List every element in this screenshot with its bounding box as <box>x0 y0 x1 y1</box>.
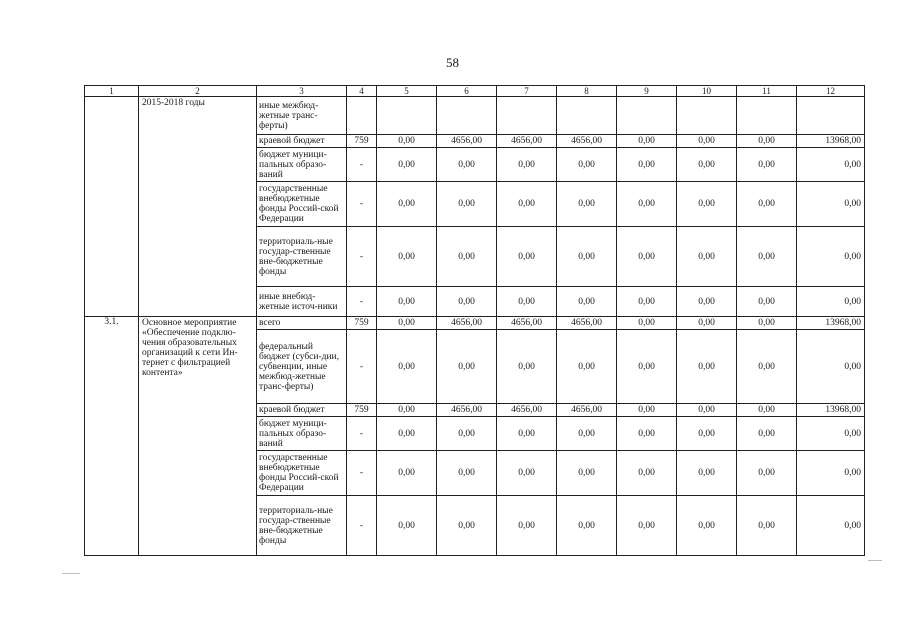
amount-cell: 0,00 <box>677 496 737 556</box>
amount-cell: 0,00 <box>377 404 437 417</box>
amount-cell: 0,00 <box>557 451 617 496</box>
event-number: 3.1. <box>85 317 139 556</box>
amount-cell: 0,00 <box>377 330 437 404</box>
amount-cell: 0,00 <box>497 451 557 496</box>
budget-code: - <box>347 227 377 287</box>
amount-cell <box>437 97 497 135</box>
column-number: 10 <box>677 86 737 97</box>
amount-cell: 4656,00 <box>437 317 497 330</box>
total-amount: 0,00 <box>797 287 865 317</box>
amount-cell: 0,00 <box>677 404 737 417</box>
column-number-row <box>85 86 865 97</box>
amount-cell: 0,00 <box>677 182 737 227</box>
amount-cell: 0,00 <box>437 451 497 496</box>
amount-cell: 0,00 <box>617 317 677 330</box>
budget-code: - <box>347 451 377 496</box>
amount-cell: 0,00 <box>377 287 437 317</box>
event-name: Основное мероприятие «Обеспечение подклю-чения образовательных организаций к сети Ин-тернет с фильтрацией контента» <box>139 317 257 556</box>
column-number: 5 <box>377 86 437 97</box>
amount-cell: 0,00 <box>497 148 557 182</box>
amount-cell: 0,00 <box>437 287 497 317</box>
amount-cell: 0,00 <box>677 148 737 182</box>
budget-code: - <box>347 148 377 182</box>
amount-cell: 0,00 <box>497 227 557 287</box>
amount-cell: 0,00 <box>377 451 437 496</box>
funding-source: всего <box>257 317 347 330</box>
amount-cell: 0,00 <box>617 287 677 317</box>
amount-cell: 0,00 <box>557 227 617 287</box>
amount-cell: 0,00 <box>617 496 677 556</box>
amount-cell: 0,00 <box>677 317 737 330</box>
amount-cell: 0,00 <box>737 227 797 287</box>
amount-cell: 0,00 <box>677 417 737 451</box>
amount-cell: 0,00 <box>377 317 437 330</box>
column-number: 2 <box>139 86 257 97</box>
amount-cell: 0,00 <box>737 148 797 182</box>
page-number: 58 <box>446 55 459 70</box>
column-number: 4 <box>347 86 377 97</box>
funding-source: территориаль-ные государ-ственные вне-бюджетные фонды <box>257 496 347 556</box>
row-number-cell <box>85 97 139 317</box>
scan-artifact <box>868 560 882 561</box>
column-number: 11 <box>737 86 797 97</box>
total-amount: 13968,00 <box>797 317 865 330</box>
amount-cell: 4656,00 <box>557 317 617 330</box>
amount-cell: 0,00 <box>557 496 617 556</box>
amount-cell: 4656,00 <box>497 317 557 330</box>
total-amount: 0,00 <box>797 417 865 451</box>
funding-source: иные внебюд-жетные источ-ники <box>257 287 347 317</box>
amount-cell: 0,00 <box>677 135 737 148</box>
amount-cell <box>377 97 437 135</box>
funding-source: государственные внебюджетные фонды Россий-ской Федерации <box>257 451 347 496</box>
amount-cell: 0,00 <box>557 148 617 182</box>
budget-code: - <box>347 417 377 451</box>
period-cell: 2015-2018 годы <box>139 97 257 317</box>
amount-cell: 0,00 <box>557 287 617 317</box>
amount-cell: 0,00 <box>737 330 797 404</box>
funding-source: бюджет муници-пальных образо-ваний <box>257 417 347 451</box>
amount-cell: 0,00 <box>737 182 797 227</box>
column-number: 1 <box>85 86 139 97</box>
table-row <box>85 97 865 135</box>
amount-cell: 0,00 <box>617 148 677 182</box>
amount-cell: 0,00 <box>377 182 437 227</box>
amount-cell: 0,00 <box>737 287 797 317</box>
amount-cell: 0,00 <box>437 182 497 227</box>
budget-code: 759 <box>347 135 377 148</box>
budget-code: - <box>347 330 377 404</box>
amount-cell: 0,00 <box>617 135 677 148</box>
amount-cell: 0,00 <box>677 287 737 317</box>
total-amount: 0,00 <box>797 330 865 404</box>
amount-cell: 0,00 <box>737 404 797 417</box>
amount-cell: 0,00 <box>557 182 617 227</box>
amount-cell: 0,00 <box>377 148 437 182</box>
funding-source: иные межбюд-жетные транс-ферты) <box>257 97 347 135</box>
budget-code: - <box>347 182 377 227</box>
amount-cell <box>737 97 797 135</box>
total-amount: 0,00 <box>797 227 865 287</box>
total-amount: 0,00 <box>797 148 865 182</box>
amount-cell: 0,00 <box>377 496 437 556</box>
amount-cell <box>497 97 557 135</box>
amount-cell: 0,00 <box>737 496 797 556</box>
column-number: 12 <box>797 86 865 97</box>
amount-cell: 0,00 <box>497 287 557 317</box>
amount-cell: 0,00 <box>377 135 437 148</box>
column-number: 6 <box>437 86 497 97</box>
amount-cell: 0,00 <box>677 451 737 496</box>
amount-cell: 4656,00 <box>497 135 557 148</box>
funding-source: государственные внебюджетные фонды Россий-ской Федерации <box>257 182 347 227</box>
amount-cell: 4656,00 <box>437 135 497 148</box>
funding-source: бюджет муници-пальных образо-ваний <box>257 148 347 182</box>
amount-cell: 0,00 <box>737 451 797 496</box>
budget-code: - <box>347 496 377 556</box>
amount-cell: 4656,00 <box>497 404 557 417</box>
scan-artifact <box>62 573 80 574</box>
amount-cell: 0,00 <box>557 417 617 451</box>
budget-code: 759 <box>347 317 377 330</box>
total-amount: 0,00 <box>797 451 865 496</box>
amount-cell: 0,00 <box>497 330 557 404</box>
amount-cell: 4656,00 <box>557 135 617 148</box>
column-number: 9 <box>617 86 677 97</box>
total-amount: 13968,00 <box>797 135 865 148</box>
amount-cell: 0,00 <box>557 330 617 404</box>
table-row <box>85 317 865 330</box>
amount-cell: 0,00 <box>437 227 497 287</box>
amount-cell: 0,00 <box>497 417 557 451</box>
funding-source: территориаль-ные государ-ственные вне-бюджетные фонды <box>257 227 347 287</box>
funding-source: краевой бюджет <box>257 135 347 148</box>
amount-cell: 0,00 <box>617 404 677 417</box>
column-number: 3 <box>257 86 347 97</box>
total-amount: 0,00 <box>797 182 865 227</box>
amount-cell: 0,00 <box>437 417 497 451</box>
budget-code: - <box>347 287 377 317</box>
amount-cell: 0,00 <box>737 417 797 451</box>
amount-cell: 0,00 <box>617 330 677 404</box>
amount-cell: 0,00 <box>497 496 557 556</box>
amount-cell: 0,00 <box>617 182 677 227</box>
amount-cell: 4656,00 <box>557 404 617 417</box>
funding-source: краевой бюджет <box>257 404 347 417</box>
amount-cell: 0,00 <box>497 182 557 227</box>
amount-cell: 0,00 <box>617 451 677 496</box>
amount-cell: 0,00 <box>617 417 677 451</box>
funding-source: федеральный бюджет (субси-дии, субвенции, иные межбюд-жетные транс-ферты) <box>257 330 347 404</box>
amount-cell: 4656,00 <box>437 404 497 417</box>
amount-cell: 0,00 <box>617 227 677 287</box>
amount-cell <box>617 97 677 135</box>
table-body <box>85 86 865 556</box>
amount-cell: 0,00 <box>737 135 797 148</box>
budget-code <box>347 97 377 135</box>
amount-cell <box>677 97 737 135</box>
amount-cell: 0,00 <box>377 227 437 287</box>
budget-code: 759 <box>347 404 377 417</box>
amount-cell: 0,00 <box>677 227 737 287</box>
amount-cell: 0,00 <box>437 496 497 556</box>
total-amount <box>797 97 865 135</box>
amount-cell: 0,00 <box>437 330 497 404</box>
total-amount: 0,00 <box>797 496 865 556</box>
budget-table <box>84 85 865 556</box>
amount-cell: 0,00 <box>377 417 437 451</box>
total-amount: 13968,00 <box>797 404 865 417</box>
amount-cell: 0,00 <box>437 148 497 182</box>
amount-cell: 0,00 <box>737 317 797 330</box>
amount-cell: 0,00 <box>677 330 737 404</box>
amount-cell <box>557 97 617 135</box>
column-number: 8 <box>557 86 617 97</box>
column-number: 7 <box>497 86 557 97</box>
